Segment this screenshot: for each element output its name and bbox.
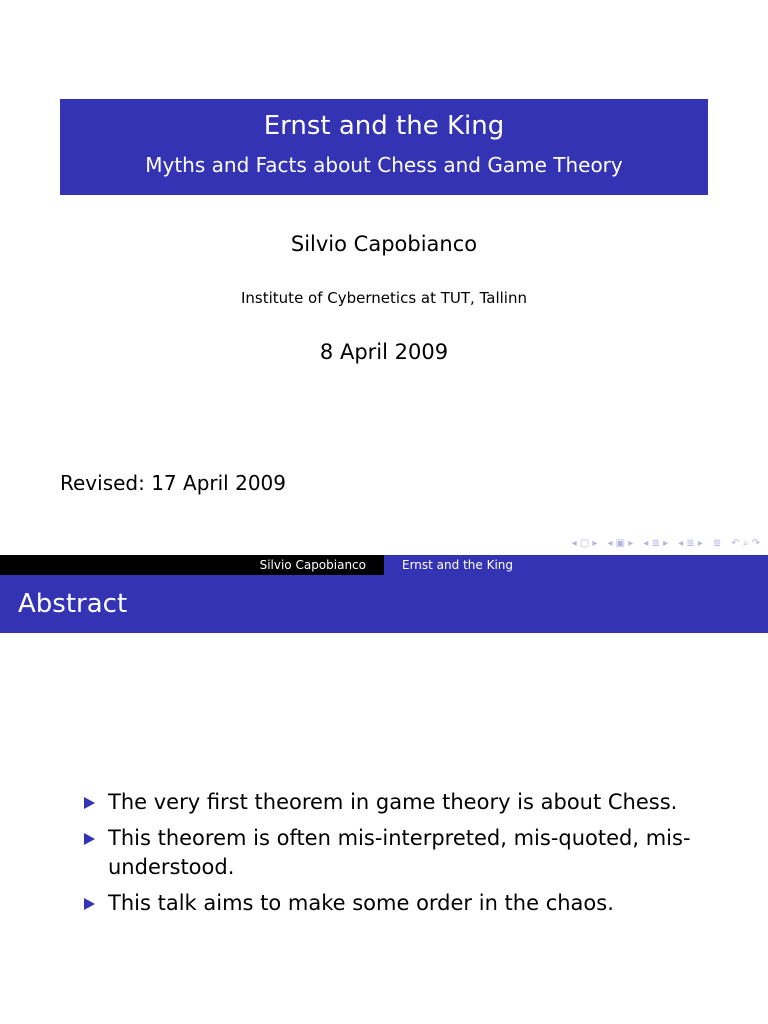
frame-title: Abstract	[18, 589, 128, 619]
bullet-triangle-icon	[84, 833, 95, 845]
footer-title-box	[384, 555, 768, 575]
nav-prev-frame-icon[interactable]: ◂ ▢ ▸	[571, 537, 598, 549]
title-box	[60, 99, 708, 195]
nav-search-icon[interactable]: ↶ ⌕ ↷	[731, 537, 760, 549]
nav-prev-subsection-icon[interactable]: ◂ ▣ ▸	[607, 537, 634, 549]
bullet-list	[82, 788, 722, 925]
institute: Institute of Cybernetics at TUT, Tallinn	[241, 289, 527, 307]
presentation-subtitle: Myths and Facts about Chess and Game Theory	[145, 153, 623, 177]
author-name: Silvio Capobianco	[290, 232, 478, 256]
presentation-date: 8 April 2009	[319, 340, 449, 364]
presentation-title: Ernst and the King	[263, 111, 505, 141]
list-item: The very first theorem in game theory is about Chess.	[82, 788, 722, 817]
list-item: This talk aims to make some order in the chaos.	[82, 889, 722, 918]
nav-align-icon[interactable]: ≣	[712, 537, 722, 549]
bullet-triangle-icon	[84, 797, 95, 809]
footline	[0, 555, 768, 575]
footer-title: Ernst and the King	[402, 558, 514, 572]
nav-prev-section-icon[interactable]: ◂ ≣ ▸	[643, 537, 669, 549]
bullet-triangle-icon	[84, 898, 95, 910]
revised-date: Revised: 17 April 2009	[60, 471, 286, 495]
footer-author: Silvio Capobianco	[259, 558, 366, 572]
nav-next-section-icon[interactable]: ◂ ≣ ▸	[678, 537, 703, 549]
list-item: This theorem is often mis-interpreted, mis-quoted, mis-understood.	[82, 824, 722, 882]
frame-title-bar	[0, 575, 768, 633]
footer-author-box	[0, 555, 384, 575]
beamer-navigation	[572, 535, 760, 551]
